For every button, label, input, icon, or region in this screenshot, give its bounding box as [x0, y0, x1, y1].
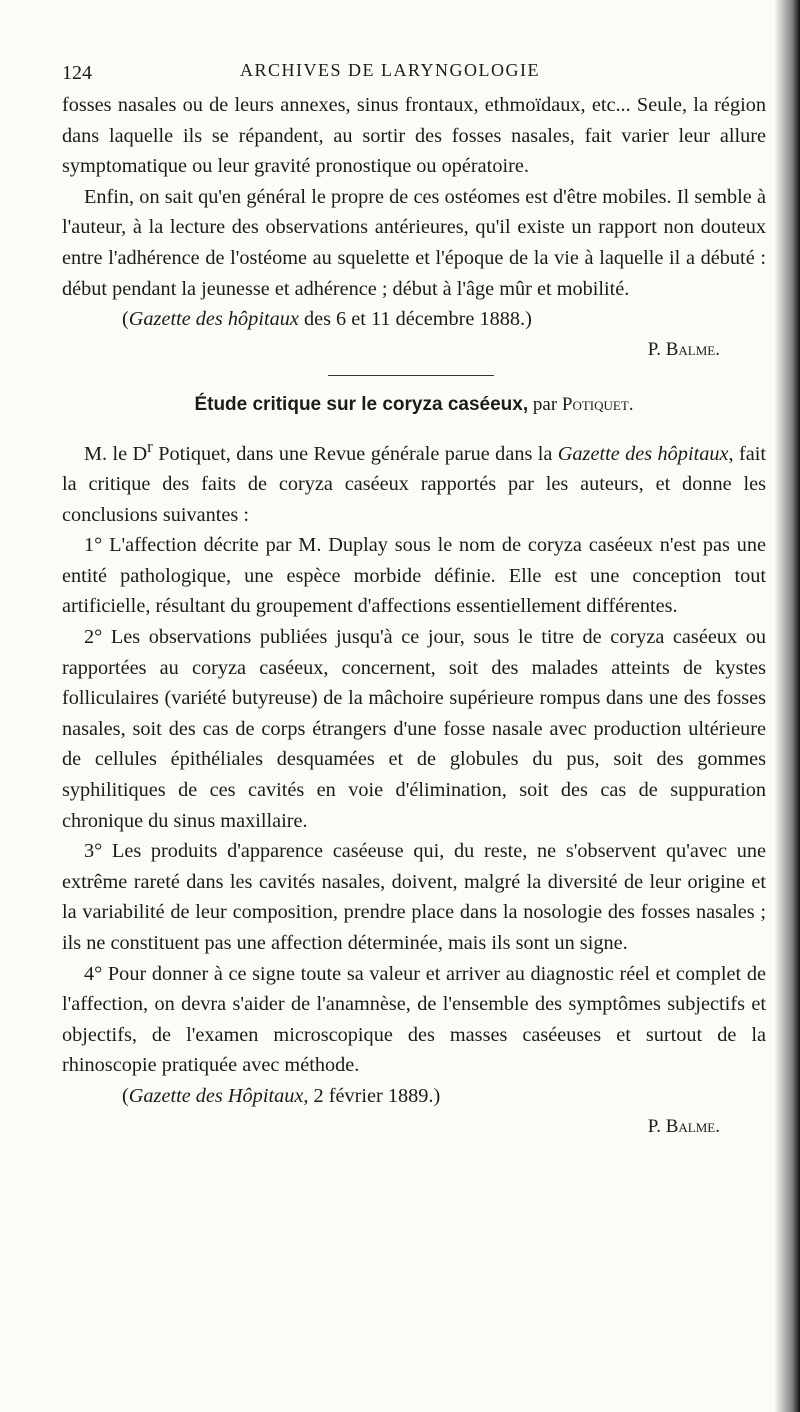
article2-title-text: Étude critique sur le coryza caséeux,: [194, 393, 529, 415]
article2-intro: [62, 432, 766, 531]
article1-paragraph: Enfin, on sait qu'en général le propre de ces ostéomes est d'être mobiles. Il semble à l'auteur, à la lecture des observations antérieures, qu'il existe un rapport non douteux entre l'adhérence de l'ostéome au squelette et l'époque de la vie à laquelle il a débuté : début pendant la jeunesse et adhérence ; début à l'âge mûr et mobilité.: [62, 185, 766, 300]
article2-conclusion-1: 1° L'affection décrite par M. Duplay sous le nom de coryza caséeux n'est pas une entité pathologique, une espèce morbide définie. Elle est une conception tout artificielle, résultant du groupement d'affections essentiellement différentes.: [62, 534, 766, 618]
article1-signature-name: Balme.: [665, 338, 720, 360]
article2-conclusion-2: 2° Les observations publiées jusqu'à ce jour, sous le titre de coryza caséeux ou rapportées au coryza caséeux, concernent, soit des malades atteints de kystes folliculaires (variété butyreuse) de la mâchoire supérieure rompus dans une des fosses nasales, soit des cas de corps étrangers d'une fosse nasale avec production ultérieure de cellules épithéliales desquamées et de globules du pus, soit des gommes syphilitiques de ces cavités en voie d'élimination, soit des cas de suppuration chronique du sinus maxillaire.: [62, 626, 766, 832]
article2-conclusion-3: 3° Les produits d'apparence caséeuse qui, du reste, ne s'observent qu'avec une extrême rareté dans les cavités nasales, doivent, malgré la diversité de leur origine et la variabilité de leur composition, prendre place dans la nosologie des fosses nasales ; ils ne constituent pas une affection déterminée, mais ils sont un signe.: [62, 840, 766, 955]
article2-intro-superscript: r: [147, 436, 153, 456]
article2-conclusion-4: 4° Pour donner à ce signe toute sa valeur et arriver au diagnostic réel et complet de l'affection, on devra s'aider de l'anamnèse, de l'ensemble des symptômes subjectifs et objectifs, de l'examen microscopique des masses caséeuses et surtout de la rhinoscopie pratiquée avec méthode.: [62, 962, 766, 1077]
article2-citation-source: Gazette des Hôpitaux: [128, 1084, 304, 1107]
article2-intro-journal: Gazette des hôpitaux: [557, 442, 729, 465]
article2-intro-start: M. le D: [84, 442, 148, 465]
book-page: [62, 50, 766, 1142]
article2-intro-middle: Potiquet, dans une Revue générale parue dans la: [152, 442, 558, 465]
page-number: 124: [62, 62, 92, 84]
article2-title-author: Potiquet.: [561, 393, 634, 415]
running-head: [62, 50, 766, 90]
article2-signature-initial: P.: [647, 1115, 666, 1137]
section-divider: [328, 375, 494, 376]
article2-citation: (Gazette des Hôpitaux, 2 février 1889.): [122, 1084, 441, 1107]
article1-citation-date: des 6 et 11 décembre 1888.): [298, 308, 532, 331]
article2-signature: [62, 1112, 766, 1142]
article2-signature-name: Balme.: [665, 1115, 720, 1137]
article1-continuation: fosses nasales ou de leurs annexes, sinus frontaux, ethmoïdaux, etc... Seule, la région dans laquelle ils se répandent, au sortir des fosses nasales, fait varier leur allure symptomatique ou leur gravité pronostique ou opératoire.: [62, 94, 766, 178]
article2-intro-end: , fait la critique des faits de coryza caséeux rapportés par les auteurs, et donne les conclusions suivantes :: [62, 442, 766, 526]
page-edge-shadow: [774, 0, 800, 1412]
article1-signature-initial: P.: [647, 338, 666, 360]
journal-title: ARCHIVES DE LARYNGOLOGIE: [240, 60, 540, 80]
article2-title-by: par: [528, 393, 562, 415]
article1-citation: (Gazette des hôpitaux des 6 et 11 décembre 1888.): [122, 308, 532, 331]
article1-signature: [62, 335, 766, 365]
article1-citation-source: Gazette des hôpitaux: [128, 308, 299, 331]
article2-citation-date: , 2 février 1889.): [303, 1084, 441, 1107]
article2-title: [62, 390, 766, 420]
